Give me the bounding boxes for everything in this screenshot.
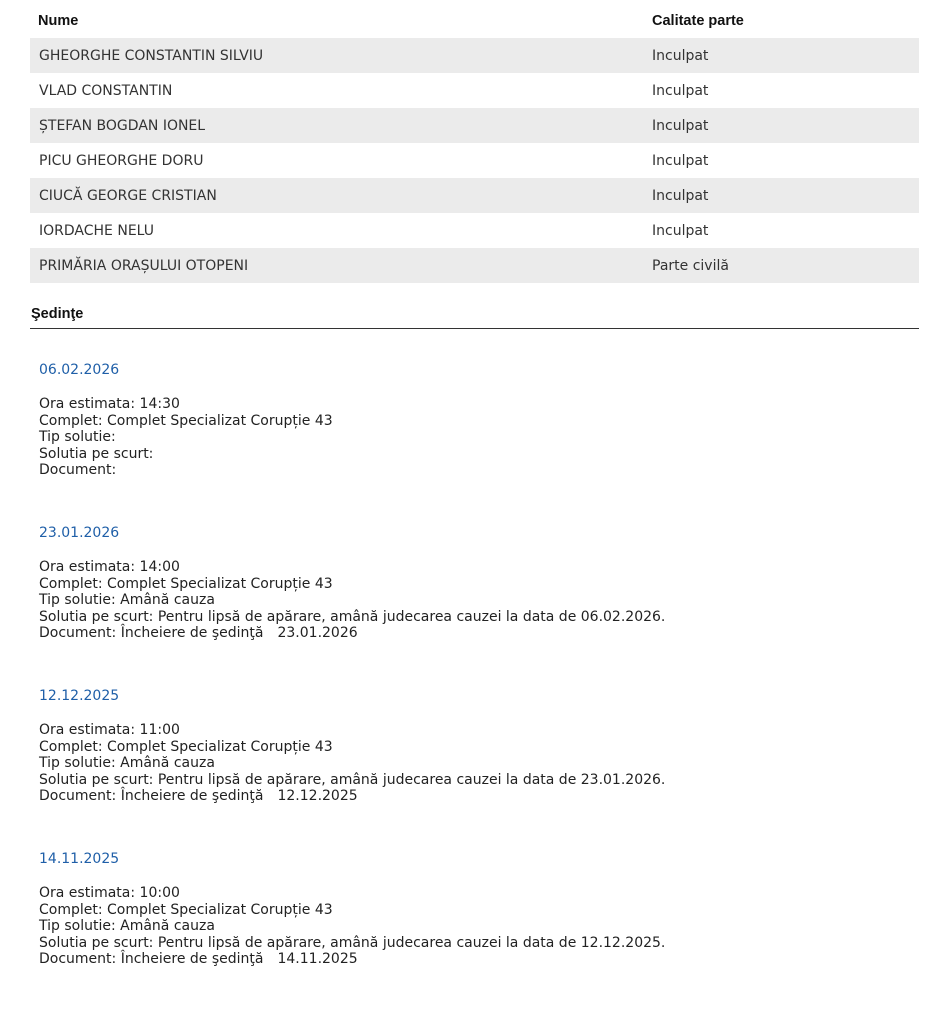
- hearing-panel: Complet: Complet Specializat Corupție 43: [39, 575, 333, 592]
- party-name: ȘTEFAN BOGDAN IONEL: [39, 117, 206, 134]
- hearing-date: 14.11.2025: [39, 851, 120, 867]
- hearing-estimated-time: Ora estimata: 11:00: [39, 722, 180, 738]
- hearing-solution-summary: Solutia pe scurt: Pentru lipsă de apărare, amână judecarea cauzei la data de 06.02.2026.: [39, 608, 666, 625]
- hearing-document-label: Document: Încheiere de şedinţă: [39, 625, 264, 641]
- hearing-solution-type: Tip solutie:: [39, 429, 116, 445]
- hearing-estimated-time: Ora estimata: 14:00: [39, 559, 180, 575]
- hearing-item: [39, 360, 919, 523]
- party-name: GHEORGHE CONSTANTIN SILVIU: [39, 47, 264, 64]
- hearing-document-date: 12.12.2025: [277, 788, 358, 804]
- hearing-estimated-time: Ora estimata: 14:30: [39, 396, 180, 412]
- table-row: [30, 248, 919, 283]
- hearing-document-label: Document: Încheiere de şedinţă: [39, 788, 264, 804]
- hearing-item: [39, 523, 919, 686]
- hearing-document: [39, 625, 919, 642]
- hearing-solution-type: Tip solutie: Amână cauza: [39, 755, 215, 771]
- party-role: Parte civilă: [652, 257, 729, 274]
- hearing-date: 06.02.2026: [39, 362, 120, 378]
- hearing-date: 23.01.2026: [39, 525, 120, 541]
- hearing-panel: Complet: Complet Specializat Corupție 43: [39, 412, 333, 429]
- hearing-item: [39, 849, 919, 1012]
- party-role: Inculpat: [652, 82, 709, 99]
- party-role: Inculpat: [652, 117, 709, 134]
- hearing-document: [39, 788, 919, 805]
- party-name: CIUCĂ GEORGE CRISTIAN: [39, 187, 217, 204]
- parties-table: [30, 4, 919, 283]
- parties-table-header: [30, 4, 919, 38]
- hearing-solution-summary: Solutia pe scurt: Pentru lipsă de apărare, amână judecarea cauzei la data de 23.01.2026.: [39, 771, 666, 788]
- hearing-document-date: 14.11.2025: [277, 951, 358, 967]
- party-role: Inculpat: [652, 222, 709, 239]
- hearing-document-label: Document: Încheiere de şedinţă: [39, 951, 264, 967]
- hearing-solution-summary: Solutia pe scurt:: [39, 445, 154, 462]
- table-row: [30, 178, 919, 213]
- column-header-role: Calitate parte: [652, 13, 744, 29]
- party-role: Inculpat: [652, 187, 709, 204]
- table-row: [30, 73, 919, 108]
- hearing-item: [39, 686, 919, 849]
- party-role: Inculpat: [652, 152, 709, 169]
- hearings-section-title: Şedinţe: [30, 306, 919, 329]
- hearing-document: [39, 951, 919, 968]
- party-name: PICU GHEORGHE DORU: [39, 152, 204, 169]
- party-name: PRIMĂRIA ORAȘULUI OTOPENI: [39, 257, 249, 274]
- hearing-document-label: Document:: [39, 462, 117, 478]
- table-row: [30, 108, 919, 143]
- hearing-panel: Complet: Complet Specializat Corupție 43: [39, 901, 333, 918]
- party-name: IORDACHE NELU: [39, 222, 155, 239]
- table-row: [30, 213, 919, 248]
- hearing-estimated-time: Ora estimata: 10:00: [39, 885, 180, 901]
- column-header-name: Nume: [38, 13, 79, 29]
- hearing-panel: Complet: Complet Specializat Corupție 43: [39, 738, 333, 755]
- hearing-solution-type: Tip solutie: Amână cauza: [39, 592, 215, 608]
- hearing-document-date: 23.01.2026: [277, 625, 358, 641]
- hearing-solution-type: Tip solutie: Amână cauza: [39, 918, 215, 934]
- party-role: Inculpat: [652, 47, 709, 64]
- party-name: VLAD CONSTANTIN: [39, 82, 173, 99]
- hearings-list: [39, 360, 919, 1012]
- table-row: [30, 38, 919, 73]
- hearing-solution-summary: Solutia pe scurt: Pentru lipsă de apărare, amână judecarea cauzei la data de 12.12.2025.: [39, 934, 666, 951]
- hearing-date: 12.12.2025: [39, 688, 120, 704]
- hearing-document: [39, 462, 919, 479]
- table-row: [30, 143, 919, 178]
